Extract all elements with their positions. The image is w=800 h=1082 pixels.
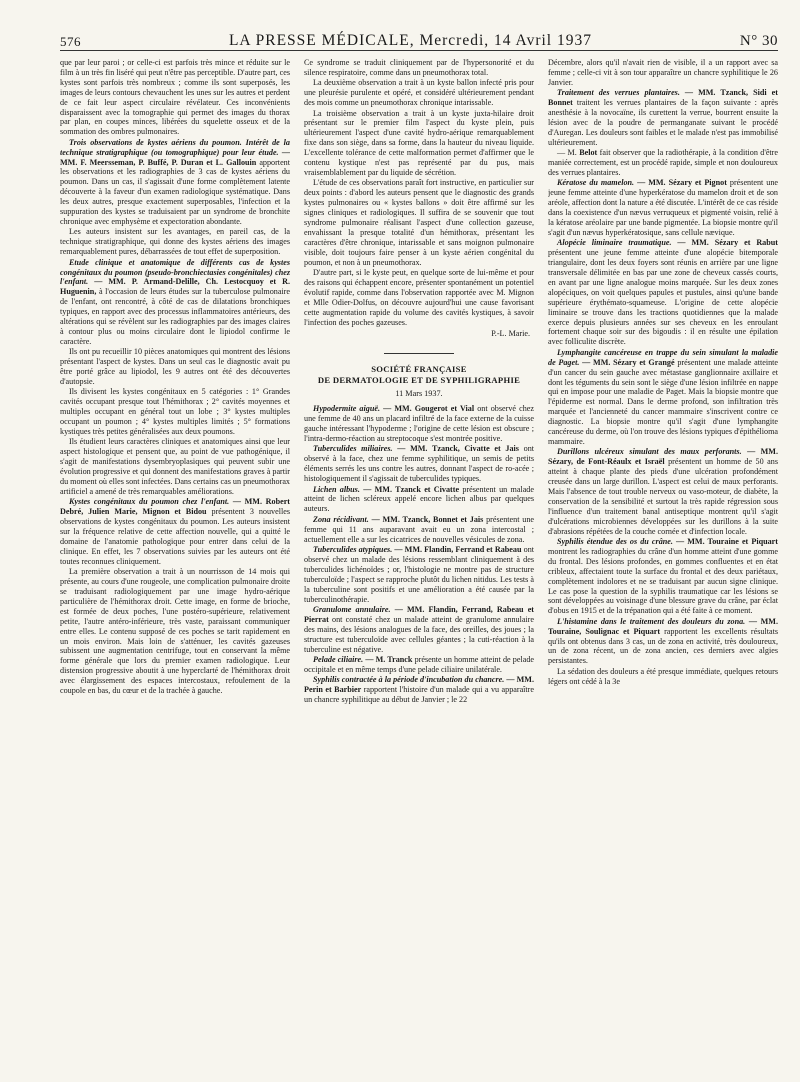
session-date: 11 Mars 1937. bbox=[395, 389, 443, 399]
abstract-syphilis-incubation bbox=[304, 675, 534, 705]
abstract-authors: — MM. Sézary et Grangé bbox=[582, 357, 675, 367]
abstract-title: Lichen albus. bbox=[313, 484, 360, 494]
abstract-title: Zona récidivant. bbox=[313, 514, 369, 524]
abstract-lichen-albus bbox=[304, 485, 534, 515]
signature: P.-L. Marie. bbox=[491, 329, 530, 339]
paragraph: L'étude de ces observations paraît fort instructive, en particulier sur deux points : d'abord les auteurs pensent que le diagnostic des grands kystes pulmonaires ou « kystes ballons » doit être affirmé sur les signes cliniques et radiologiques. Il suffira de se souvenir que tout syndrome pulmonaire réalisant l'aspect d'une collection gazeuse, envahissant la presque totalité d'un hémithorax, présentant les caractères d'être chronique, intarissable et sans moignon pulmonaire visible, doit toujours faire penser à un kyste aérien congénital du poumon, et non à un pneumothorax. bbox=[304, 178, 534, 267]
abstract-text: montrent les radiographies du crâne d'un homme atteint d'une gomme du frontal. Des lésions profondes, en gommes confluentes et en état cribleux, affectaient toute la surface du frontal et des deux pariétaux, complètement indolores et ne se traduisant par aucun signe clinique. Le cas pose la question de la syphilis traumatique car les lésions se sont développées au voisinage d'une blessure grave du crâne, par éclat d'obus en 1915 et de la trépanation qui a été faite à ce moment. bbox=[548, 546, 778, 616]
abstract-text: présentent 3 nouvelles observations de kystes congénitaux du poumon. Les auteurs insistent sur la fréquence relative de cette affection nouvelle, qui a quitté le domaine de l'anatomie pathologique pour entrer dans celui de la clinique. En effet, les 7 observations suivies par les auteurs ont été toutes reconnues cliniquement. bbox=[60, 507, 290, 566]
abstract-authors: — MM. Flandin, Ferrand et Rabeau bbox=[394, 544, 522, 554]
abstract-histamine-zona bbox=[548, 617, 778, 667]
abstract-title: Syphilis étendue des os du crâne. bbox=[557, 537, 673, 546]
abstract-text: à l'occasion de leurs études sur la tuberculose pulmonaire de l'enfant, ont rencontré, à côté de cas de dilatations bronchiques typiques, en rapport avec des processus inflammatoires antérieurs, des altérations qui se révèlent sur les radiographies par des images claires à contour plus ou moins circulaire dont le lipiodol confirme le caractère. bbox=[60, 287, 290, 346]
abstract-title: L'histamine dans le traitement des douleurs du zona. bbox=[557, 616, 746, 626]
abstract-authors: — MM. Tzanck, Sidi et Bonnet bbox=[548, 88, 778, 108]
abstract-title: Syphilis contractée à la période d'incubation du chancre. bbox=[313, 675, 505, 685]
comment-text: fait observer que la radiothérapie, à la condition d'être maniée correctement, est un procédé rapide, simple et non douloureux des verrues plantaires. bbox=[548, 148, 778, 177]
paragraph: Ce syndrome se traduit cliniquement par de l'hypersonorité et du silence respiratoire, comme dans un pneumothorax total. bbox=[304, 58, 534, 77]
abstract-verrues-plantaires bbox=[548, 88, 778, 147]
abstract-authors: — MM. Gougerot et Vial bbox=[383, 404, 475, 414]
paragraph: Ils ont pu recueillir 10 pièces anatomiques qui montrent des lésions présentant l'aspect de kystes. Dans un seul cas le diagnostic avait pu être porté grâce au lipiodol, les 9 autres ont été des découvertes d'autopsie. bbox=[60, 347, 290, 386]
comment-prefix: — M. bbox=[557, 148, 577, 158]
section-divider bbox=[384, 353, 454, 354]
abstract-zona-recidivant bbox=[304, 515, 534, 545]
abstract-hypodermite bbox=[304, 404, 534, 444]
page-number: 576 bbox=[60, 34, 81, 49]
abstract-text: traitent les verrues plantaires de la façon suivante : après anesthésie à la novocaïne, ils curettent la verrue, bourrent ensuite la lésion avec de la poudre de permanganate suivant le procédé d'Auregan. Les douleurs sont faibles et le malade n'est pas immobilisé ultérieurement. bbox=[548, 98, 778, 147]
paragraph: Décembre, alors qu'il n'avait rien de visible, il a un rapport avec sa femme ; celle-ci vit à son tour apparaître un chancre syphilitique le 26 Janvier. bbox=[548, 58, 778, 87]
column-1 bbox=[60, 58, 290, 1068]
abstract-text: présentent un malade atteint de lichen scléreux appelé encore lichen albus par quelques auteurs. bbox=[304, 484, 534, 514]
abstract-durillons bbox=[548, 447, 778, 536]
abstract-authors: — MM. Tzanck, Bonnet et Jais bbox=[371, 514, 484, 524]
abstract-authors: — MM. P. Armand-Delille, Ch. Lestocquoy et R. Huguenin, bbox=[60, 277, 290, 297]
abstract-authors: — MM. Touraine, Soulignac et Piquart bbox=[548, 616, 778, 636]
paragraph: La deuxième observation a trait à un kyste ballon infecté pris pour une pleurésie purulente et opéré, et considéré ultérieurement pendant des mois comme un pneumothorax chronique intarissable. bbox=[304, 78, 534, 108]
abstract-pelade-ciliaire bbox=[304, 655, 534, 675]
abstract-authors: — MM. Perin et Barbier bbox=[304, 675, 534, 695]
abstract-kystes-enfant bbox=[60, 497, 290, 566]
abstract-text: présentent un homme de 50 ans atteint à chaque plante des pieds d'une ulcération profondément creusée dans un large durillon. L'aspect est celui de maux perforants. Mais l'absence de tout trouble nerveux ou vaso-moteur, de diabète, la conservation de la sensibilité et surtout la très rapide régression sous l'influence d'un traitement banal antiseptique montrent qu'il s'agit d'ulcérations microbiennes développées sur les durillons à la suite d'abrasions répétées de la couche cornée et d'infection locale. bbox=[548, 457, 778, 536]
abstract-title: Etude clinique et anatomique de différents cas de kystes congénitaux du poumon (pseudo-bronchiectasies congénitales) chez l'enfant. bbox=[60, 257, 290, 287]
abstract-title: Traitement des verrues plantaires. bbox=[557, 88, 680, 98]
paragraph: D'autre part, si le kyste peut, en quelque sorte de lui-même et pour des raisons qui échappent encore, présenter spontanément un potentiel évolutif rapide, comme dans l'observation rapportée avec M. Mignon et Mlle Odier-Dolfus, on découvre aujourd'hui une cause favorisant cette augmentation rapide du volume des cavités kystiques, à savoir l'infection des poches gazeuses. bbox=[304, 268, 534, 327]
abstract-authors: — MM. Tzanck, Civatte et Jais bbox=[397, 444, 519, 454]
abstract-lymphangite bbox=[548, 348, 778, 447]
paragraph: La sédation des douleurs a été presque immédiate, quelques retours légers ont cédé à la 3e bbox=[548, 666, 778, 686]
abstract-text: présentent une jeune femme atteinte d'une hyperkératose du mamelon droit et de son aréole, affection dont la nature a été discutée. L'intérêt de ce cas réside dans la coexistence d'un nævus verruqueux et pigmenté voisin, relié à la kératose aréolaire par une bande pigmentée. La biopsie montre qu'il s'agit d'un nævus hyperkératosique, sans cellule nævique. bbox=[548, 178, 778, 237]
abstract-text: rapportent l'histoire d'un malade qui a vu apparaître un chancre syphilitique au début de Janvier ; le 22 bbox=[304, 685, 534, 705]
column-2 bbox=[304, 58, 534, 1068]
abstract-title: Hypodermite aiguë. bbox=[313, 404, 380, 414]
abstract-kystes-aeriens bbox=[60, 138, 290, 227]
abstract-text: présente un homme atteint de pelade occipitale et en même temps d'une pelade ciliaire unilatérale. bbox=[304, 654, 534, 674]
abstract-title: Granulome annulaire. bbox=[313, 604, 391, 614]
abstract-authors: — MM. Flandin, Ferrand, Rabeau et Pierrat bbox=[304, 604, 534, 624]
abstract-syphilis-crane bbox=[548, 537, 778, 616]
abstract-title: Tuberculides atypiques. bbox=[313, 544, 393, 554]
abstract-text: ont constaté chez un malade atteint de granulome annulaire des mains, des lésions analogues de la face, des oreilles, des joues ; la structure est tuberculoïde avec cellules géantes ; la cuti-réaction à la tuberculine est négative. bbox=[304, 614, 534, 654]
paragraph-comment bbox=[548, 148, 778, 178]
paragraph: Les auteurs insistent sur les avantages, en pareil cas, de la technique stratigraphique, qui donne des kystes aériens des images remarquablement pures, débarrassées de tout effet de superposition. bbox=[60, 227, 290, 257]
abstract-text: ont observé à la face, chez une femme syphilitique, un semis de petits éléments serrés les uns contre les autres, donnant l'aspect de ro-acée ; histologiquement il s'agissait de tuberculides typiques. bbox=[304, 444, 534, 484]
abstract-title: Durillons ulcéreux simulant des maux perforants. bbox=[557, 447, 742, 457]
abstract-tuberculides-miliaires bbox=[304, 444, 534, 484]
journal-title: LA PRESSE MÉDICALE, Mercredi, 14 Avril 1937 bbox=[228, 32, 592, 49]
abstract-text: présentent une jeune femme atteinte d'une alopécie bitemporale triangulaire, dont les deux foyers sont réunis en arrière par une ligne transversale délimitée en bas par une zone de cheveux cassés courts, en avant par une ligne analogue moins marquée. Sur les deux zones alopéciques, on voit quelques papules et pustules, ainsi qu'une bande supérieure érythémato-squameuse. L'origine de cette alopécie liminaire se trouve dans les tractions quotidiennes que la malade exerce depuis plusieurs années sur ses cheveux en les enroulant fortement chaque soir sur des bigoudis : il en résulte une épilation avec folliculite discrète. bbox=[548, 248, 778, 347]
abstract-title: Lymphangite cancéreuse en trappe du sein simulant la maladie de Paget. bbox=[548, 347, 778, 367]
abstract-title: Kératose du mamelon. bbox=[557, 178, 635, 188]
abstract-alopecie-liminaire bbox=[548, 238, 778, 347]
issue-number: N° 30 bbox=[739, 33, 778, 49]
abstract-title: Kystes congénitaux du poumon chez l'enfant. bbox=[69, 497, 230, 507]
society-name: SOCIÉTÉ FRANÇAISE bbox=[371, 364, 467, 375]
abstract-keratose-mamelon bbox=[548, 178, 778, 237]
abstract-text: rapportent les excellents résultats qu'ils ont obtenus dans 3 cas, un de zona en activité, très douloureux, un de zona récent, un de zona ancien, ces derniers avec algies persistantes. bbox=[548, 626, 778, 666]
abstract-text: présentent une femme qui 11 ans auparavant avait eu un zona intercostal ; actuellement elle a sur les cicatrices de nouvelles vésicules de zona. bbox=[304, 514, 534, 544]
abstract-text: ont observé chez un malade des lésions ressemblant cliniquement à des tuberculides lichénoïdes ; or, l'histologie ne montre pas de structure tuberculoïde ; l'aspect se rapproche plutôt du lichen nitidus. Les tests à la tuberculine sont positifs et une amélioration a été causée par la tuberculinothérapie. bbox=[304, 544, 534, 604]
paragraph: Ils divisent les kystes congénitaux en 5 catégories : 1° Grandes cavités occupant presque tout l'hémithorax ; 2° cavités moyennes et multiples occupant en général tout un lobe ; 3° kystes multiples occupant un poumon ; 4° kystes multiples limités ; 5° formations kystiques très petites généralisées aux deux poumons. bbox=[60, 387, 290, 437]
abstract-text: ont observé chez une femme de 40 ans un placard infiltré de la face externe de la cuisse gauche intéressant l'hypoderme ; l'origine de cette lésion est obscure ; l'intra-dermo-réaction au streptocoque s'est montrée positive. bbox=[304, 404, 534, 443]
abstract-title: Pelade ciliaire. bbox=[313, 654, 364, 664]
society-name-line2: DE DERMATOLOGIE ET DE SYPHILIGRAPHIE bbox=[317, 375, 521, 386]
abstract-title: Alopécie liminaire traumatique. bbox=[557, 238, 672, 248]
abstract-authors: — M. Tranck bbox=[365, 654, 413, 664]
abstract-authors: — MM. F. Meersseman, P. Buffé, P. Duran et L. Gallouin bbox=[60, 147, 290, 167]
comment-author: Belot bbox=[579, 148, 598, 158]
abstract-title: Tuberculides miliaires. bbox=[313, 444, 393, 454]
abstract-granulome-annulaire bbox=[304, 605, 534, 655]
abstract-tuberculides-atypiques bbox=[304, 545, 534, 604]
abstract-authors: — MM. Sézary et Pignot bbox=[637, 178, 727, 188]
abstract-authors: — MM. Touraine et Piquart bbox=[676, 537, 778, 546]
abstract-kystes-congenitaux bbox=[60, 258, 290, 347]
paragraph: que par leur paroi ; or celle-ci est parfois très mince et réduite sur le film à un très fin liséré qui peut n'être pas perceptible. D'autre part, ces kystes sont parfois très nombreux ; comme ils sont superposés, les images de leurs contours chevauchent les unes sur les autres et perdent de ce fait leur aspect circulaire révélateur. Ces inconvénients disparaissent avec la tomographie qui permet des images du thorax par plan, en coupes minces, libérées du squelette osseux et de la sommation des ombres pulmonaires. bbox=[60, 58, 290, 137]
column-3 bbox=[548, 58, 778, 1068]
abstract-authors: — MM. Sézary et Rabut bbox=[677, 238, 778, 248]
abstract-authors: — MM. Robert Debré, Julien Marie, Mignon et Bidou bbox=[60, 497, 290, 517]
page-header bbox=[60, 28, 778, 51]
article-columns bbox=[60, 58, 778, 1068]
abstract-text: apportent les observations et les radiographies de 3 cas de kystes aériens du poumon. Dans un cas, il s'agissait d'une forme complètement latente découverte à la faveur d'un examen radiologique systématique. Dans les deux autres, presque exactement superposables, l'infection et la suppuration des kystes se traduisaient par un syndrome de bronchite chronique avec emphysème et expectoration abondante. bbox=[60, 157, 290, 226]
paragraph: La première observation a trait à un nourrisson de 14 mois qui présente, au cours d'une rougeole, une complication pulmonaire droite se traduisant radiologiquement par une image hydro-aérique particulière de l'hémithorax droit. Cette image, en forme de brioche, est formée de deux poches, l'une postéro-supérieure, relativement petite, l'autre antéro-inférieure, très vaste, paraissant communiquer entre elles. Le contenu supposé de ces poches se tarit rapidement en un mois environ. Mais loin de s'atténuer, les cavités gazeuses subissent une augmentation centrifuge, tout en conservant la même forme générale que lors du premier examen radiologique. Leur distension progressive aboutit à une hyperclarté de l'hémithorax droit avec élargissement des espaces intercostaux, refoulement de la coupole en bas, du cœur et de la trachée à gauche. bbox=[60, 567, 290, 696]
abstract-authors: — MM. Sézary, de Font-Réaulx et Israël bbox=[548, 447, 778, 467]
abstract-text: présentent une malade atteinte d'un cancer du sein gauche avec métastase ganglionnaire axillaire et dont les téguments du sein sont le siège d'une lésion infiltrée en nappe qui en impose pour une maladie de Paget. Mais la biopsie montre que l'épiderme est normal. Dans le derme profond, son infiltration très marquée et l'ancienneté du cancer mammaire s'inscrivent contre ce diagnostic. La biopsie montre qu'il s'agit d'une lymphangite cancéreuse du derme, où l'on trouve des lésions typiques d'épithélioma mammaire. bbox=[548, 357, 778, 446]
paragraph: Ils étudient leurs caractères cliniques et anatomiques ainsi que leur aspect histologique et pensent que, au point de vue pathogénique, il s'agit de manifestations dysembryoplasiques qui peuvent subir une évolution progressive et qui donnent des manifestations graves à partir du moment où elles sont infectées. Dans certains cas un pneumothorax artificiel a amené de très remarquables améliorations. bbox=[60, 437, 290, 496]
abstract-authors: — MM. Tzanck et Civatte bbox=[363, 484, 460, 494]
paragraph: La troisième observation a trait à un kyste juxta-hilaire droit présentant sur le premier film l'aspect du kyste plein, puis ultérieurement l'aspect d'une cavité hydro-aérique remarquablement fixe dans son siège, dans sa forme, dans la hauteur du niveau liquide. L'excellente tolérance de cette malformation permet d'affirmer que le contenu kystique n'est pas représenté par du pus, mais vraisemblablement par du liquide de sécrétion. bbox=[304, 108, 534, 177]
abstract-title: Trois observations de kystes aériens du poumon. Intérêt de la technique stratigraphique (ou tomographique) pour leur étude. bbox=[60, 137, 290, 157]
